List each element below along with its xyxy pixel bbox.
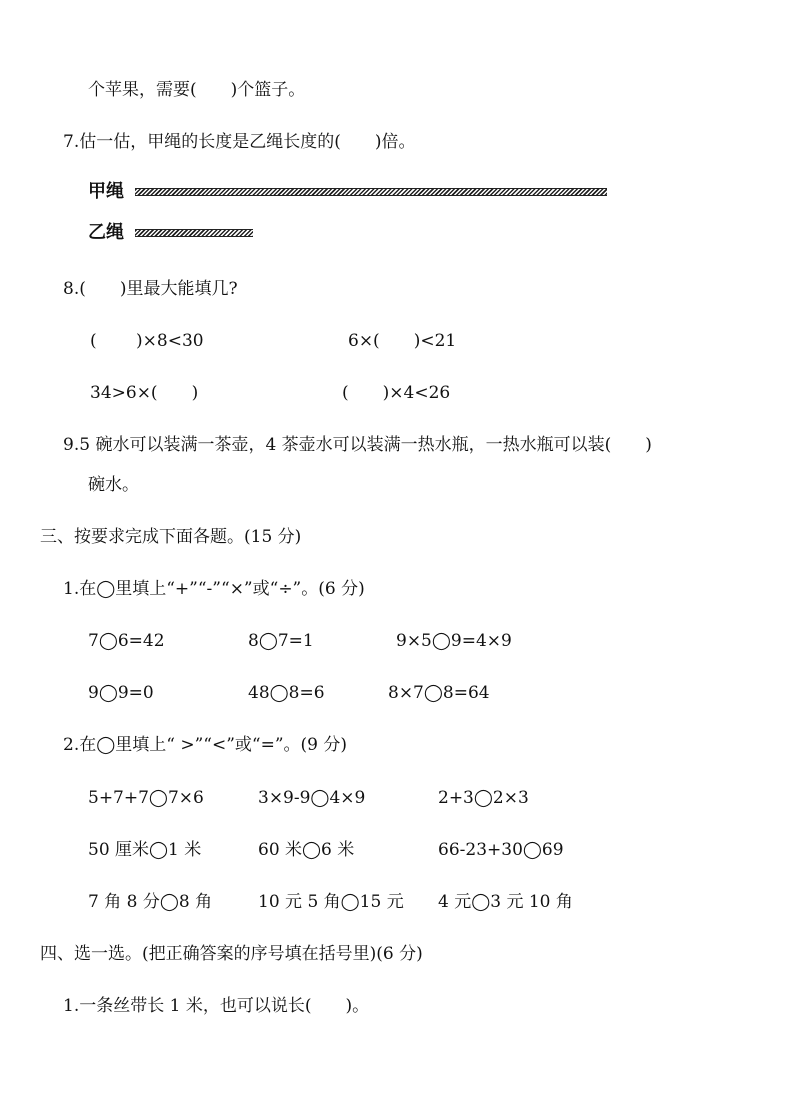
s3-q2-item-3: 2+3◯2×3 [438,788,529,808]
rope-b-label: 乙绳 [88,222,124,243]
s3-question-2: 2.在◯里填上“ >”“<”或“=”。(9 分) [63,735,348,755]
q8-item-2: 6×( )<21 [348,331,457,351]
s3-q2-item-2: 3×9-9◯4×9 [258,788,366,808]
s3-q1-item-3: 9×5◯9=4×9 [396,631,512,651]
s3-q1-item-2: 8◯7=1 [248,631,314,651]
s4-question-1: 1.一条丝带长 1 米，也可以说长( )。 [63,996,370,1016]
s3-q1-item-6: 8×7◯8=64 [388,683,490,703]
question-9-line-1: 9.5 碗水可以装满一茶壶，4 茶壶水可以装满一热水瓶，一热水瓶可以装( ) [63,435,652,455]
q8-item-1: ( )×8<30 [90,331,204,351]
question-8: 8.( )里最大能填几? [63,279,238,299]
rope-b [135,229,253,237]
s3-q2-item-6: 66-23+30◯69 [438,840,564,860]
s3-question-1: 1.在◯里填上“+”“-”“×”或“÷”。(6 分) [63,579,365,599]
rope-a-label: 甲绳 [88,181,124,202]
q8-item-3: 34>6×( ) [90,383,199,403]
s3-q2-item-4: 50 厘米◯1 米 [88,840,202,860]
question-9-line-2: 碗水。 [88,475,139,495]
q6-continuation: 个苹果，需要( )个篮子。 [88,80,306,100]
s3-q2-item-7: 7 角 8 分◯8 角 [88,892,213,912]
s3-q2-item-9: 4 元◯3 元 10 角 [438,892,573,912]
s3-q1-item-1: 7◯6=42 [88,631,165,651]
s3-q1-item-4: 9◯9=0 [88,683,154,703]
question-7: 7.估一估，甲绳的长度是乙绳长度的( )倍。 [63,132,416,152]
section-4-title: 四、选一选。(把正确答案的序号填在括号里)(6 分) [40,944,423,964]
q8-item-4: ( )×4<26 [342,383,451,403]
s3-q2-item-5: 60 米◯6 米 [258,840,355,860]
s3-q2-item-8: 10 元 5 角◯15 元 [258,892,404,912]
s3-q1-item-5: 48◯8=6 [248,683,325,703]
section-3-title: 三、按要求完成下面各题。(15 分) [40,527,302,547]
rope-a [135,188,607,196]
s3-q2-item-1: 5+7+7◯7×6 [88,788,204,808]
